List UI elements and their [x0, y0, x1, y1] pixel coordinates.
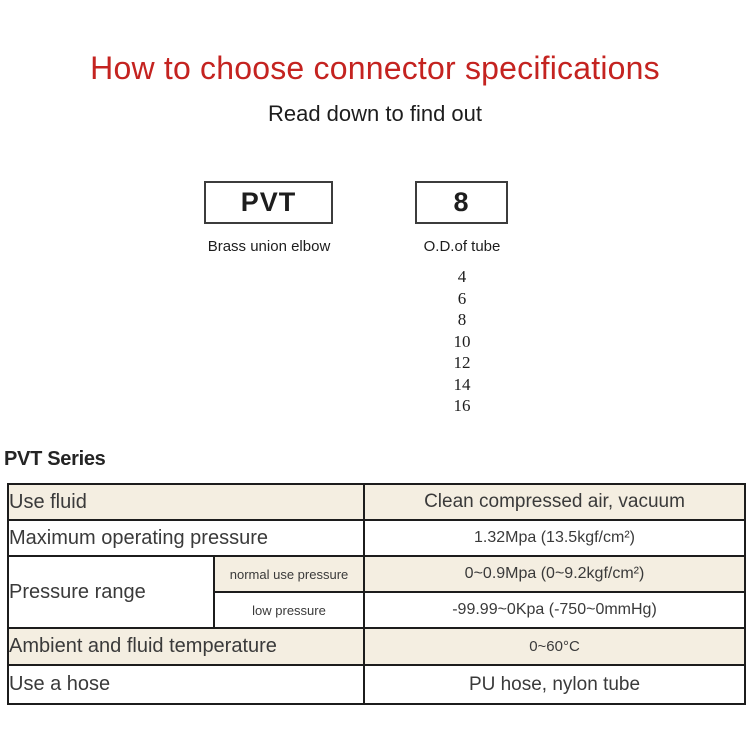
- table-row-use-fluid: [8, 484, 745, 520]
- table-row-pressure-normal: [8, 556, 745, 592]
- row-label-max-pressure: Maximum operating pressure: [8, 520, 364, 556]
- tube-size-label: 8: [453, 187, 470, 217]
- row-label-use-fluid: Use fluid: [8, 484, 364, 520]
- row-value-normal-pressure: 0~0.9Mpa (0~9.2kgf/cm²): [364, 556, 745, 592]
- size-option: 12: [453, 353, 471, 372]
- table-row-max-pressure: [8, 520, 745, 556]
- row-value-hose: PU hose, nylon tube: [364, 665, 745, 704]
- sublabel-normal-pressure: normal use pressure: [214, 556, 364, 592]
- size-option: 16: [453, 396, 471, 415]
- row-label-temperature: Ambient and fluid temperature: [8, 628, 364, 665]
- tube-size-box: [415, 181, 508, 224]
- table-row-hose: [8, 665, 745, 704]
- size-option: 4: [457, 267, 467, 286]
- size-option: 14: [453, 374, 471, 394]
- row-value-use-fluid: Clean compressed air, vacuum: [364, 484, 745, 520]
- spec-table: [7, 483, 746, 705]
- page-subtitle: Read down to find out: [267, 101, 483, 126]
- model-code-box: [204, 181, 333, 224]
- row-label-pressure-range: Pressure range: [8, 556, 214, 628]
- row-label-hose: Use a hose: [8, 665, 364, 704]
- size-option: 10: [453, 331, 471, 351]
- model-caption: Brass union elbow: [207, 238, 331, 255]
- row-value-temperature: 0~60°C: [364, 628, 745, 665]
- size-option: 6: [457, 288, 467, 308]
- row-value-low-pressure: -99.99~0Kpa (-750~0mmHg): [364, 592, 745, 628]
- row-value-max-pressure: 1.32Mpa (13.5kgf/cm²): [364, 520, 745, 556]
- table-row-temperature: [8, 628, 745, 665]
- size-option: 8: [457, 310, 467, 329]
- tube-size-options-list: [427, 266, 497, 417]
- page-title: How to choose connector specifications: [90, 50, 660, 86]
- sublabel-low-pressure: low pressure: [214, 592, 364, 628]
- model-code-label: PVT: [240, 187, 297, 217]
- tube-size-caption: O.D.of tube: [423, 238, 501, 255]
- series-heading: PVT Series: [4, 448, 106, 470]
